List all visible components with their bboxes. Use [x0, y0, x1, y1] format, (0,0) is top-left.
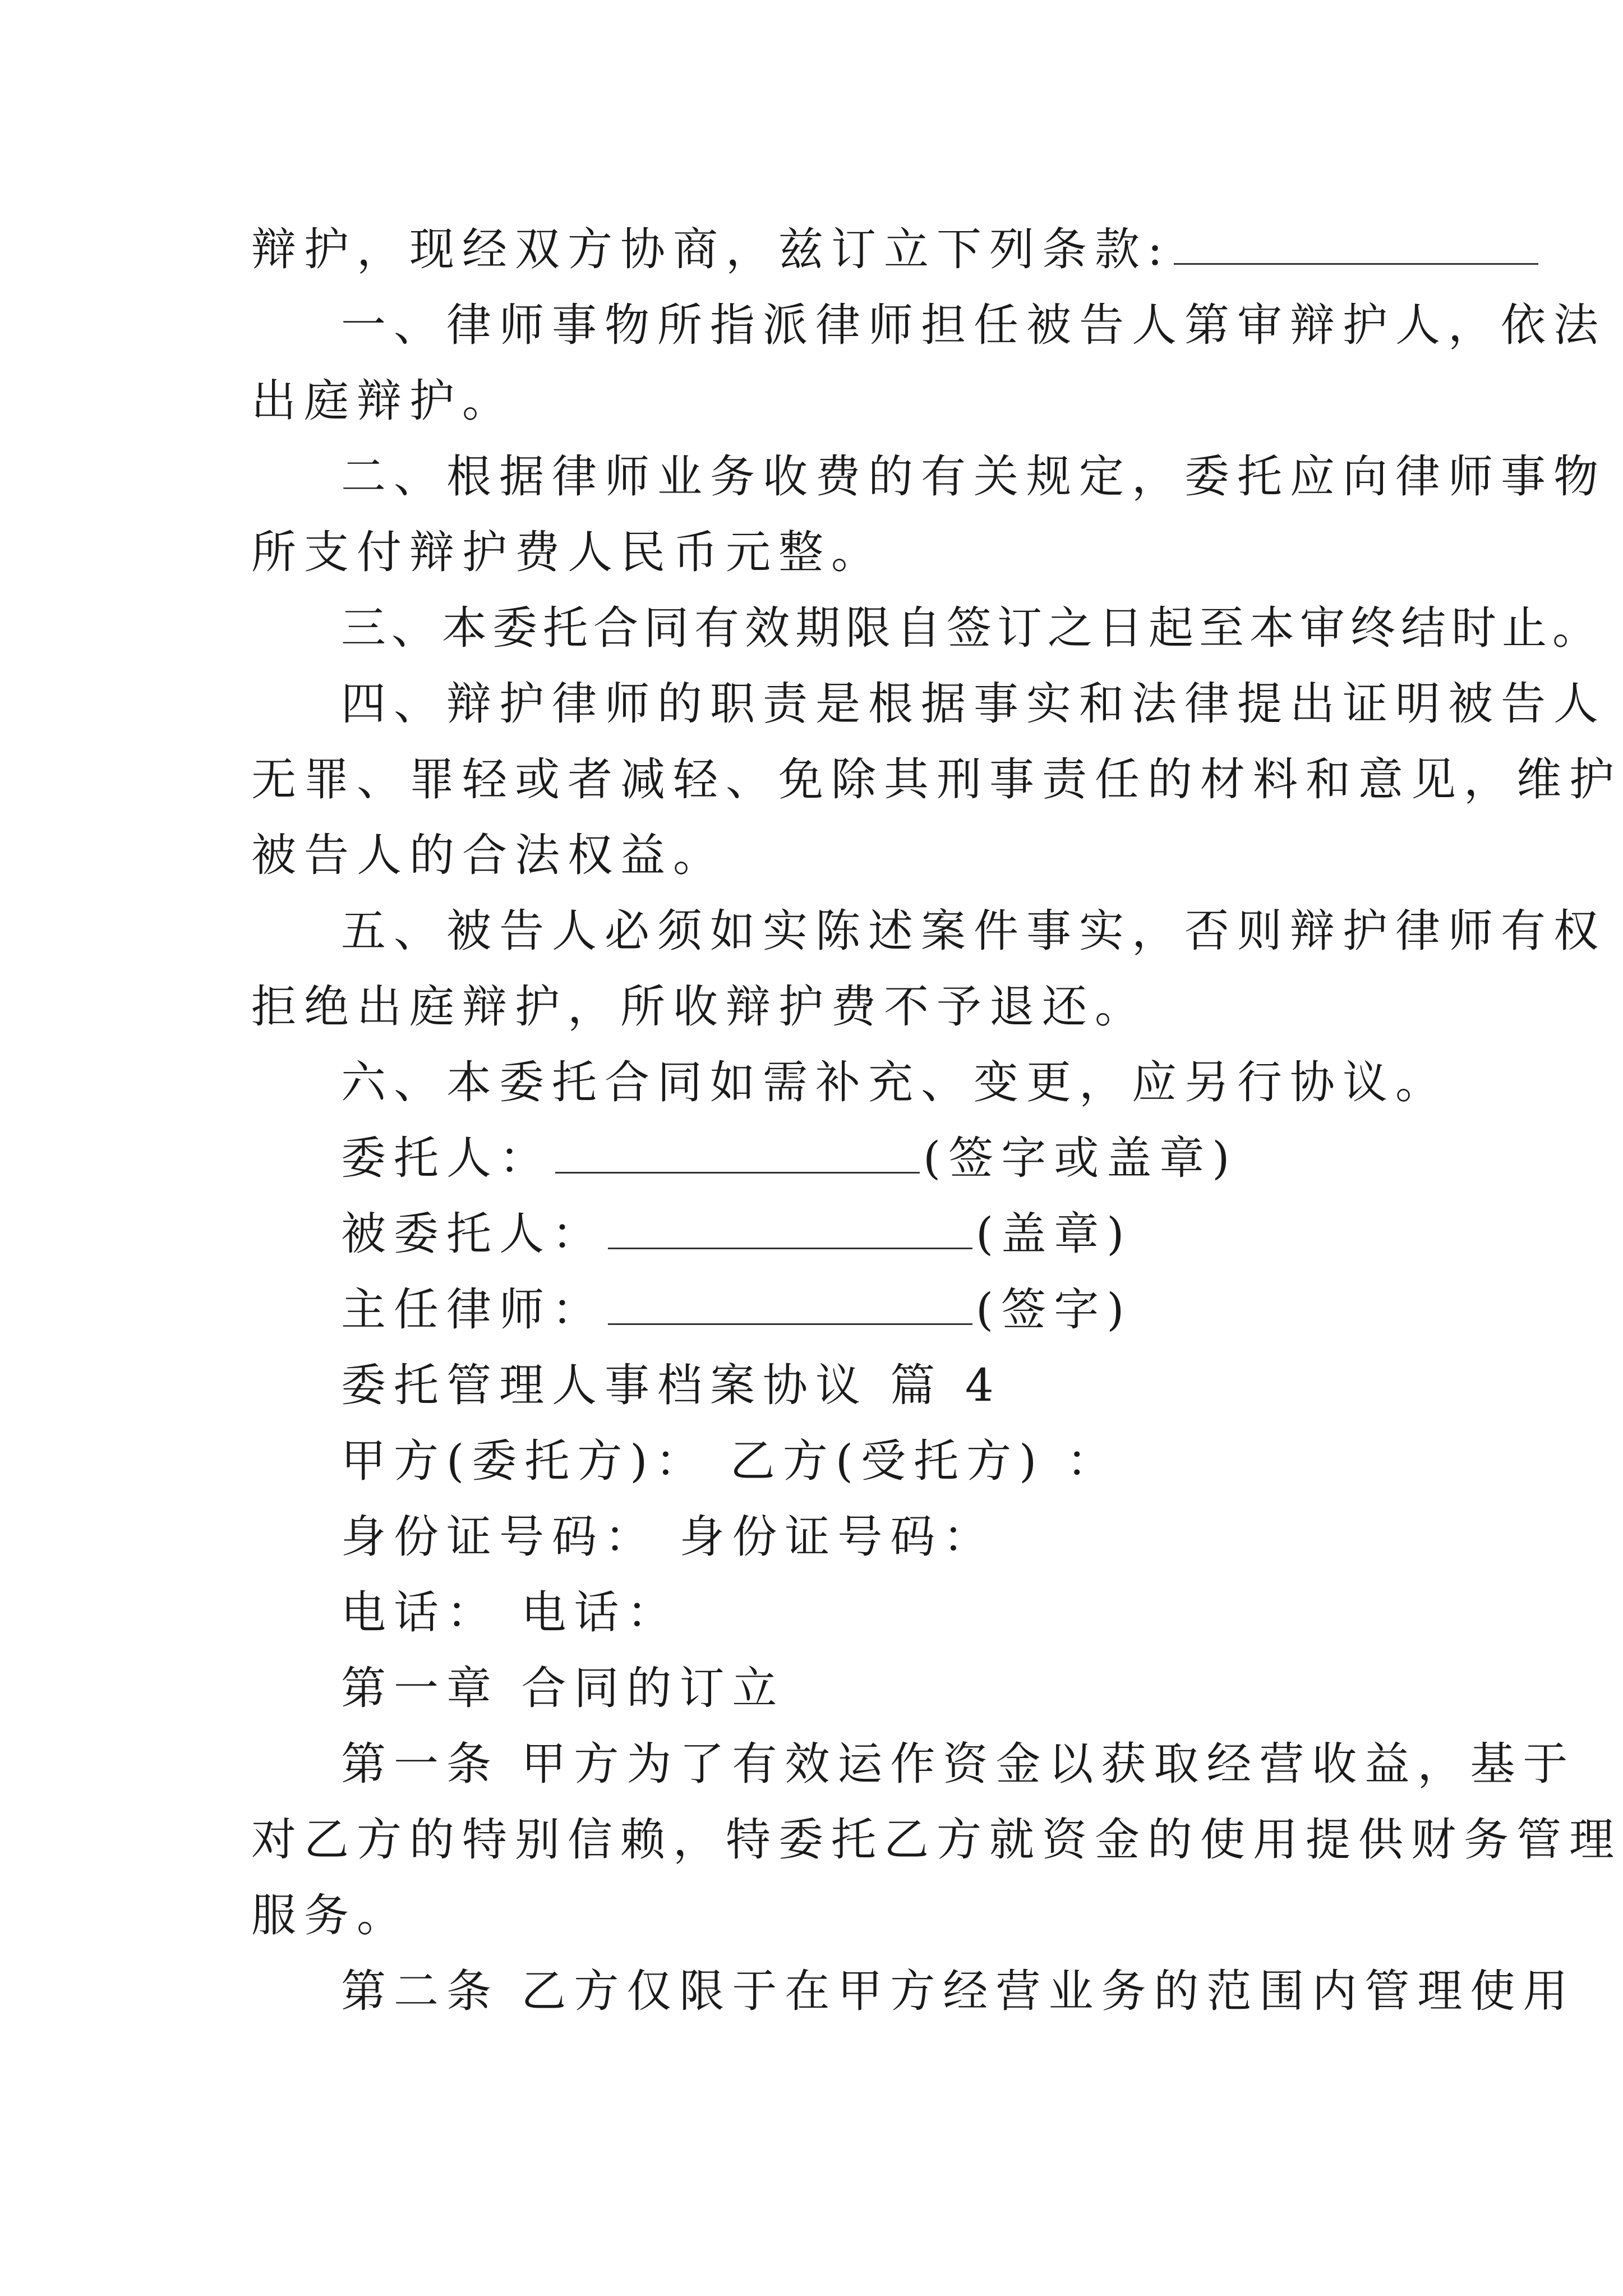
clause-1-line-1: 一、律师事物所指派律师担任被告人第审辩护人，依法 — [341, 299, 1606, 351]
intro-blank-line — [1174, 223, 1538, 265]
party-b-phone-label: 电话： — [521, 1586, 680, 1639]
client-label: 委托人： — [341, 1132, 552, 1184]
clause-4-line-3: 被告人的合法权益。 — [251, 829, 726, 881]
party-b-label: 乙方(受托方) ： — [730, 1435, 1119, 1487]
article-1-line-2: 对乙方的特别信赖，特委托乙方就资金的使用提供财务管理 — [251, 1814, 1622, 1866]
clause-3: 三、本委托合同有效期限自签订之日起至本审终结时止。 — [341, 602, 1603, 654]
clause-6: 六、本委托合同如需补充、变更，应另行协议。 — [341, 1056, 1448, 1108]
clause-5-line-1: 五、被告人必须如实陈述案件事实，否则辩护律师有权 — [341, 905, 1606, 957]
client-signature-line — [555, 1131, 920, 1174]
clause-2-line-2: 所支付辩护费人民币元整。 — [251, 526, 884, 578]
chapter-heading: 第一章 合同的订立 — [341, 1662, 785, 1714]
paragraph-intro — [251, 222, 1542, 278]
signature-agent — [341, 1206, 1132, 1262]
client-note: (签字或盖章) — [923, 1132, 1238, 1184]
party-b-id-label: 身份证号码： — [679, 1511, 996, 1563]
article-1-line-1: 第一条 甲方为了有效运作资金以获取经营收益，基于 — [341, 1738, 1576, 1790]
director-note: (签字) — [976, 1283, 1132, 1336]
signature-director — [341, 1282, 1132, 1338]
clause-4-line-2: 无罪、罪轻或者减轻、免除其刑事责任的材料和意见，维护 — [251, 753, 1622, 806]
article-2-line-1: 第二条 乙方仅限于在甲方经营业务的范围内管理使用 — [341, 1965, 1576, 2017]
clause-4-line-1: 四、辩护律师的职责是根据事实和法律提出证明被告人 — [341, 678, 1606, 730]
signature-client — [341, 1130, 1237, 1186]
director-label: 主任律师： — [341, 1283, 605, 1336]
party-a-id-label: 身份证号码： — [341, 1511, 657, 1563]
agent-label: 被委托人： — [341, 1208, 605, 1260]
phone-line — [341, 1585, 679, 1641]
parties-line — [341, 1433, 1119, 1489]
agent-signature-line — [608, 1207, 972, 1249]
agent-note: (盖章) — [976, 1208, 1132, 1260]
clause-5-line-2: 拒绝出庭辩护，所收辩护费不予退还。 — [251, 981, 1147, 1033]
clause-2-line-1: 二、根据律师业务收费的有关规定，委托应向律师事物 — [341, 450, 1606, 503]
director-signature-line — [608, 1283, 972, 1325]
article-1-line-3: 服务。 — [251, 1889, 409, 1941]
section-title: 委托管理人事档案协议 篇 4 — [341, 1359, 1002, 1411]
id-number-line — [341, 1509, 995, 1565]
party-a-phone-label: 电话： — [341, 1586, 499, 1639]
clause-1-line-2: 出庭辩护。 — [251, 375, 515, 427]
document-page — [251, 0, 1622, 2296]
intro-text: 辩护，现经双方协商，兹订立下列条款: — [251, 223, 1170, 275]
party-a-label: 甲方(委托方)： — [341, 1435, 708, 1487]
